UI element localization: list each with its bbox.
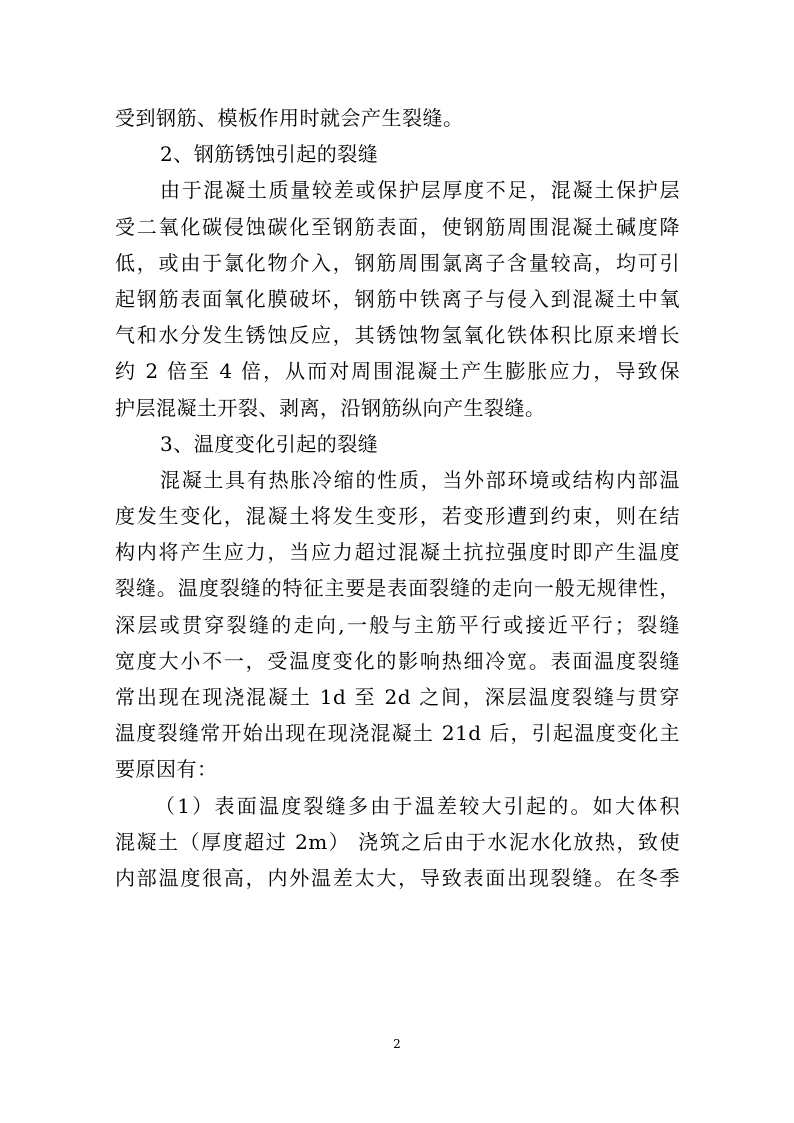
section-heading: 3、温度变化引起的裂缝 xyxy=(160,431,379,456)
body-text xyxy=(115,100,680,896)
text-line: 约 2 倍至 4 倍，从而对周围混凝土产生膨胀应力，导致保 xyxy=(115,359,680,384)
text-line: （1）表面温度裂缝多由于温差较大引起的。如大体积 xyxy=(155,793,680,818)
text-line: 气和水分发生锈蚀反应，其锈蚀物氢氧化铁体积比原来增长 xyxy=(115,323,680,348)
page-number: 2 xyxy=(393,1037,401,1051)
text-line: 混凝土具有热胀冷缩的性质，当外部环境或结构内部温 xyxy=(160,467,680,492)
text-line: 内部温度很高，内外温差太大，导致表面出现裂缝。在冬季 xyxy=(115,865,680,890)
section-heading: 2、钢筋锈蚀引起的裂缝 xyxy=(160,142,379,167)
text-line: 混凝土（厚度超过 2m） 浇筑之后由于水泥水化放热，致使 xyxy=(115,829,680,854)
text-line: 由于混凝土质量较差或保护层厚度不足，混凝土保护层 xyxy=(160,178,680,203)
text-line: 裂缝。温度裂缝的特征主要是表面裂缝的走向一般无规律性， xyxy=(115,576,680,601)
text-line: 要原因有： xyxy=(115,757,218,782)
text-line: 构内将产生应力，当应力超过混凝土抗拉强度时即产生温度 xyxy=(115,540,680,565)
text-line: 宽度大小不一，受温度变化的影响热细冷宽。表面温度裂缝 xyxy=(115,648,680,673)
text-line: 起钢筋表面氧化膜破坏，钢筋中铁离子与侵入到混凝土中氧 xyxy=(115,286,680,311)
text-line: 温度裂缝常开始出现在现浇混凝土 21d 后，引起温度变化主 xyxy=(115,721,680,746)
text-line: 深层或贯穿裂缝的走向,一般与主筋平行或接近平行；裂缝 xyxy=(115,612,680,637)
text-line: 常出现在现浇混凝土 1d 至 2d 之间，深层温度裂缝与贯穿 xyxy=(115,685,680,709)
text-line: 受二氧化碳侵蚀碳化至钢筋表面，使钢筋周围混凝土碱度降 xyxy=(115,214,680,239)
text-line: 受到钢筋、模板作用时就会产生裂缝。 xyxy=(115,106,464,130)
text-line: 度发生变化，混凝土将发生变形，若变形遭到约束，则在结 xyxy=(115,504,680,529)
text-line: 低，或由于氯化物介入，钢筋周围氯离子含量较高，均可引 xyxy=(115,250,680,275)
text-line: 护层混凝土开裂、剥离，沿钢筋纵向产生裂缝。 xyxy=(115,395,546,420)
